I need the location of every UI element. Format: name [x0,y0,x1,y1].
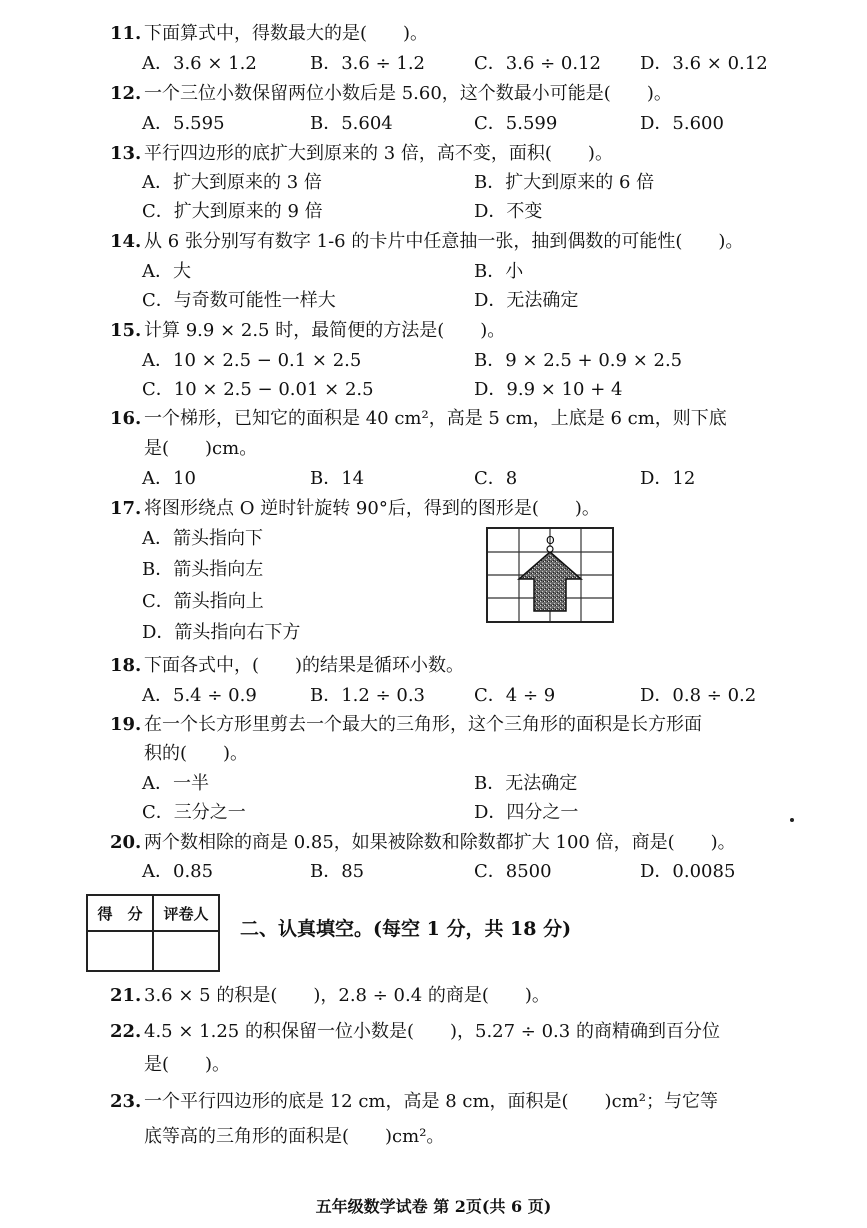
question-text: 在一个长方形里剪去一个最大的三角形，这个三角形的面积是长方形面 [144,714,702,735]
option-a: A．扩大到原来的 3 倍 [142,172,322,193]
score-cell[interactable] [87,931,153,971]
option-b: B．无法确定 [474,773,578,794]
question-18 [110,654,464,678]
question-number: 12. [110,83,142,104]
question-number: 19. [110,714,142,735]
option-d: D．箭头指向右下方 [142,622,301,643]
grader-cell[interactable] [153,931,219,971]
option-d: D．0.8 ÷ 0.2 [640,685,757,706]
question-text: 一个三位小数保留两位小数后是 5.60，这个数最小可能是( )。 [144,83,672,104]
question-number: 21. [110,985,142,1006]
question-19 [110,713,702,737]
option-d: D．12 [640,468,696,489]
score-label: 得 分 [87,895,153,931]
question-14 [110,230,743,254]
question-text: 计算 9.9 × 2.5 时，最简便的方法是( )。 [144,320,506,341]
question-16-options [142,467,782,491]
option-b: B．85 [310,861,365,882]
question-number: 16. [110,408,142,429]
question-number: 13. [110,143,142,164]
page-footer: 五年级数学试卷 第 2页(共 6 页) [315,1197,552,1216]
question-number: 11. [110,23,142,44]
question-text-continued: 底等高的三角形的面积是( )cm²。 [144,1126,445,1147]
question-15 [110,319,505,343]
question-19-options-row2 [142,801,782,825]
question-text: 下面算式中，得数最大的是( )。 [144,23,429,44]
option-a: A．一半 [142,773,209,794]
question-13-options-row1 [142,171,782,195]
option-b: B．9 × 2.5 + 0.9 × 2.5 [474,350,683,371]
option-d: D．不变 [474,201,543,222]
question-22-continued [144,1053,230,1077]
question-11 [110,22,428,46]
question-text-continued: 是( )cm。 [144,438,258,459]
question-text: 一个梯形，已知它的面积是 40 cm²，高是 5 cm，上底是 6 cm，则下底 [144,408,727,429]
option-c: C．三分之一 [142,802,246,823]
option-b: B．小 [474,261,524,282]
question-13 [110,142,613,166]
question-14-options-row2 [142,289,782,313]
option-a: A．10 [142,468,196,489]
option-a: A．10 × 2.5 − 0.1 × 2.5 [142,350,362,371]
option-c: C．与奇数可能性一样大 [142,290,336,311]
option-a: A．3.6 × 1.2 [142,53,257,74]
option-b: B．3.6 ÷ 1.2 [310,53,426,74]
rotation-grid-figure [486,527,614,623]
question-15-options-row1 [142,349,782,373]
option-d: D．四分之一 [474,802,579,823]
question-16 [110,407,727,431]
question-text-continued: 是( )。 [144,1054,231,1075]
option-c: C．5.599 [474,113,558,134]
option-b: B．14 [310,468,365,489]
question-text: 从 6 张分别写有数字 1-6 的卡片中任意抽一张，抽到偶数的可能性( )。 [144,231,744,252]
question-20-options [142,860,782,884]
stray-dot [790,818,794,822]
question-21 [110,984,550,1008]
question-18-options [142,684,782,708]
option-d: D．3.6 × 0.12 [640,53,768,74]
option-c: C．10 × 2.5 − 0.01 × 2.5 [142,379,374,400]
question-17 [110,497,600,521]
option-c: C．8500 [474,861,552,882]
question-19-options-row1 [142,772,782,796]
grid-svg [488,529,612,621]
question-text: 4.5 × 1.25 的积保留一位小数是( )，5.27 ÷ 0.3 的商精确到百分位 [144,1021,720,1042]
question-text: 两个数相除的商是 0.85，如果被除数和除数都扩大 100 倍，商是( )。 [144,832,736,853]
option-d: D．0.0085 [640,861,736,882]
point-o-label: O [546,534,555,547]
question-16-continued [144,437,257,461]
option-c: C．扩大到原来的 9 倍 [142,201,323,222]
question-22 [110,1020,720,1044]
question-12 [110,82,672,106]
question-text: 将图形绕点 O 逆时针旋转 90°后，得到的图形是( )。 [144,498,600,519]
question-number: 15. [110,320,142,341]
option-c: C．8 [474,468,518,489]
option-a: A．大 [142,261,191,282]
question-text: 3.6 × 5 的积是( )，2.8 ÷ 0.4 的商是( )。 [144,985,550,1006]
question-11-options [142,52,782,76]
option-d: D．9.9 × 10 + 4 [474,379,623,400]
question-text: 平行四边形的底扩大到原来的 3 倍，高不变，面积( )。 [144,143,613,164]
score-table [86,894,220,972]
option-c: C．箭头指向上 [142,591,264,612]
option-b: B．扩大到原来的 6 倍 [474,172,655,193]
option-b: B．5.604 [310,113,393,134]
option-c: C．4 ÷ 9 [474,685,556,706]
grader-label: 评卷人 [153,895,219,931]
section-title: 二、认真填空。(每空 1 分，共 18 分) [240,918,572,940]
option-a: A．5.4 ÷ 0.9 [142,685,257,706]
arrow-shape [519,552,581,611]
question-19-continued [144,742,248,766]
question-23-continued [144,1125,444,1149]
option-b: B．箭头指向左 [142,559,264,580]
option-a: A．0.85 [142,861,214,882]
question-number: 22. [110,1021,142,1042]
question-number: 14. [110,231,142,252]
question-text-continued: 积的( )。 [144,743,249,764]
option-b: B．1.2 ÷ 0.3 [310,685,426,706]
option-d: D．无法确定 [474,290,579,311]
option-d: D．5.600 [640,113,724,134]
question-12-options [142,112,782,136]
question-number: 23. [110,1091,142,1112]
option-a: A．5.595 [142,113,225,134]
question-23 [110,1090,718,1114]
question-number: 17. [110,498,142,519]
question-14-options-row1 [142,260,782,284]
question-20 [110,831,736,855]
question-number: 18. [110,655,142,676]
question-13-options-row2 [142,200,782,224]
question-number: 20. [110,832,142,853]
question-15-options-row2 [142,378,782,402]
question-text: 下面各式中，( )的结果是循环小数。 [144,655,465,676]
question-text: 一个平行四边形的底是 12 cm，高是 8 cm，面积是( )cm²；与它等 [144,1091,718,1112]
option-a: A．箭头指向下 [142,528,263,549]
option-c: C．3.6 ÷ 0.12 [474,53,602,74]
